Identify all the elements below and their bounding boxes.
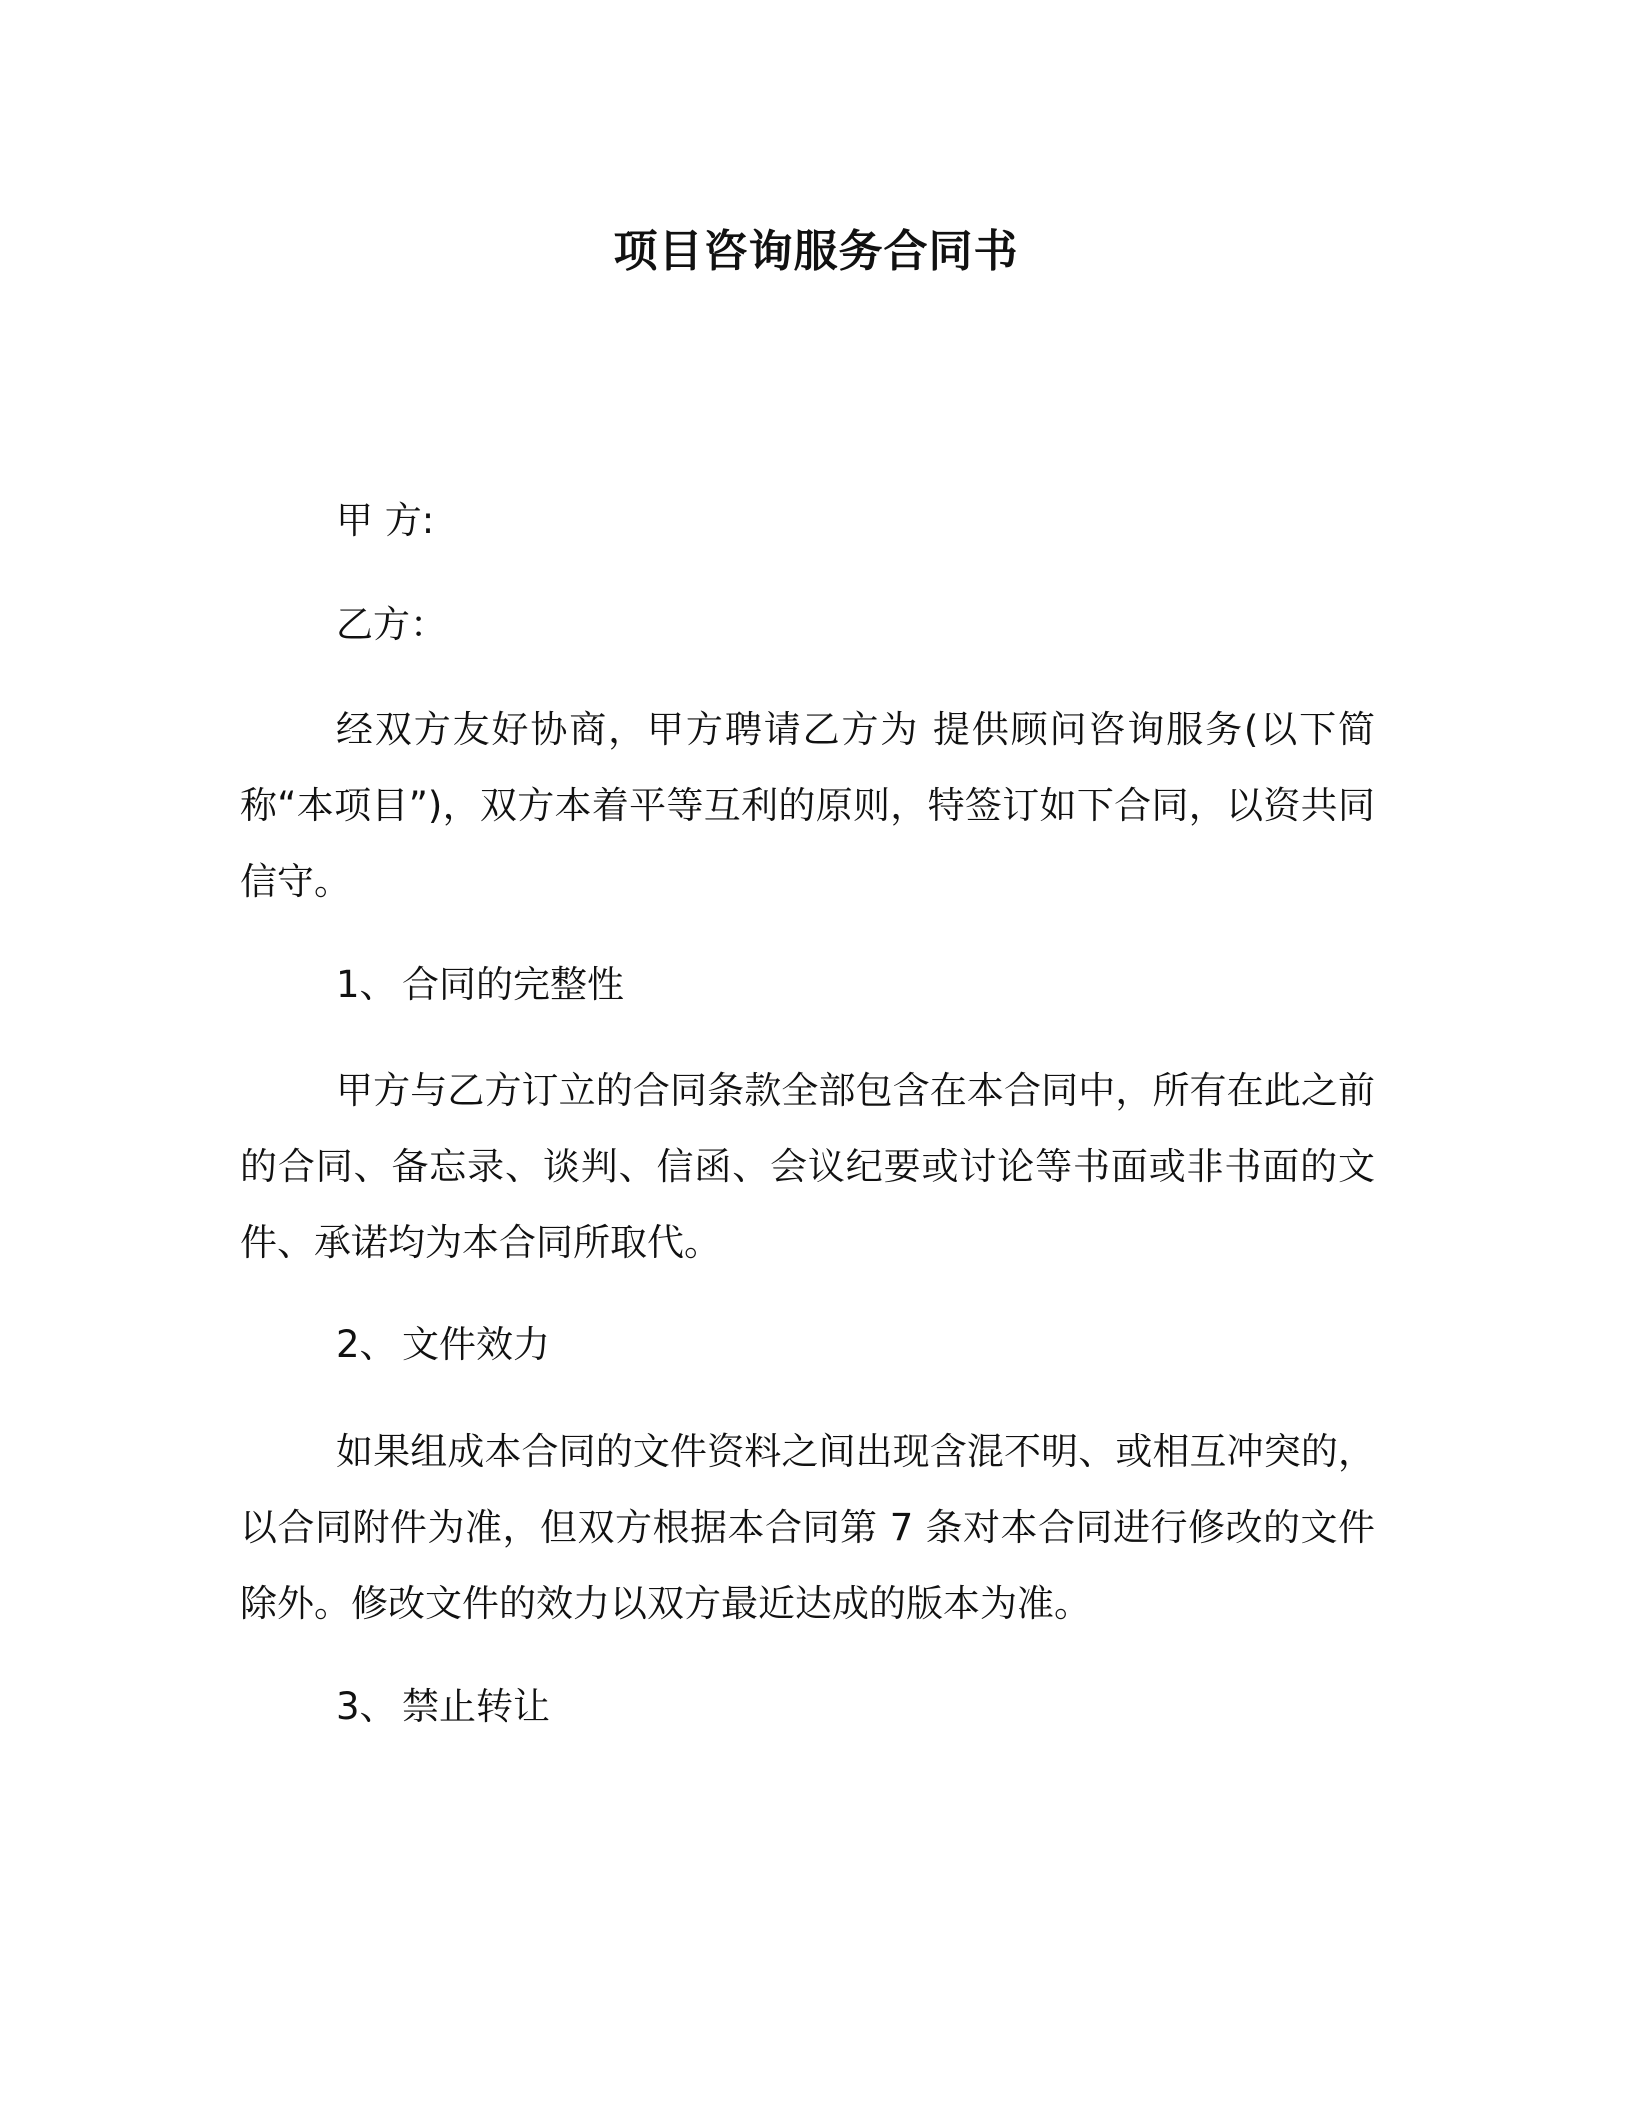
section-heading-2 [336,1320,550,1370]
section-heading-1 [336,960,624,1010]
document-title: 项目咨询服务合同书 [613,226,1019,277]
section-number: 3、 [336,1685,397,1728]
section-title: 禁止转让 [402,1685,550,1728]
section-body-1: 甲方与乙方订立的合同条款全部包含在本合同中，所有在此之前的合同、备忘录、谈判、信函、会议纪要或讨论等书面或非书面的文件、承诺均为本合同所取代。 [240,1069,1375,1264]
section-number: 2、 [336,1323,397,1366]
section-number: 1、 [336,963,397,1006]
section-title: 合同的完整性 [402,963,624,1006]
section-heading-3 [336,1682,550,1732]
intro-paragraph: 经双方友好协商，甲方聘请乙方为 提供顾问咨询服务(以下简称“本项目”)，双方本着平等互利的原则，特签订如下合同，以资共同信守。 [240,708,1375,903]
party-a-label: 甲 方: [336,499,435,542]
section-body-2: 如果组成本合同的文件资料之间出现含混不明、或相互冲突的，以合同附件为准，但双方根据本合同第 7 条对本合同进行修改的文件除外。修改文件的效力以双方最近达成的版本为准。 [240,1430,1375,1625]
section-title: 文件效力 [402,1323,550,1366]
party-b-label: 乙方： [336,603,447,646]
